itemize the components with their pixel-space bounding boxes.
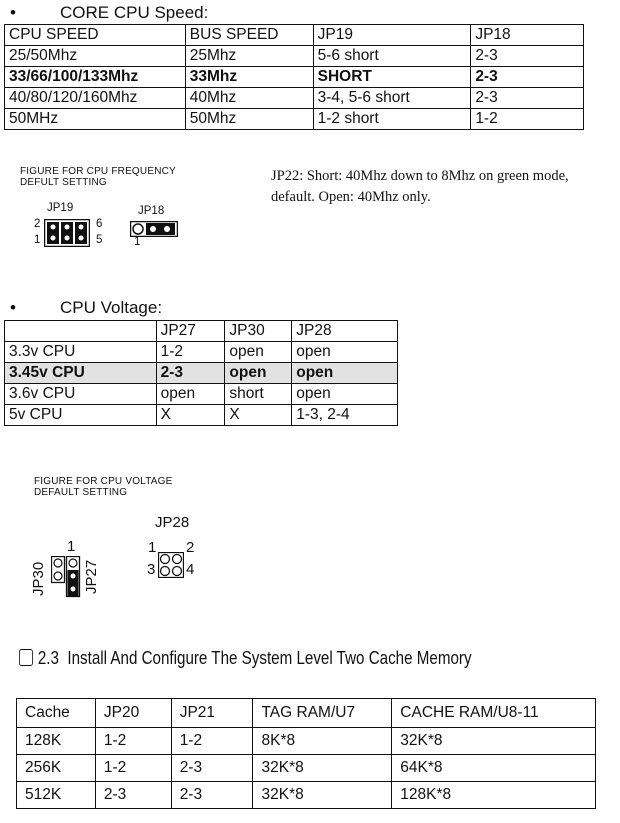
table-cell: X (156, 405, 225, 426)
pin-label: 1 (148, 539, 157, 556)
table-cell: 2-3 (471, 46, 584, 67)
table-header-row (5, 321, 398, 342)
caption-line: FIGURE FOR CPU FREQUENCY (20, 166, 176, 177)
table-header-cell: JP21 (171, 699, 253, 728)
table-cell: 40/80/120/160Mhz (5, 88, 186, 109)
pin-label: 4 (186, 561, 195, 578)
checkbox-icon (19, 649, 33, 666)
table-cell: open (225, 363, 292, 384)
table-cell: 1-3, 2-4 (292, 405, 398, 426)
table-cell: open (225, 342, 292, 363)
bullet: • (10, 298, 16, 317)
table-cell: 33/66/100/133Mhz (5, 67, 186, 88)
table-header-cell: JP20 (95, 699, 171, 728)
table-header-cell: BUS SPEED (185, 25, 313, 46)
table-cell: 1-2 (156, 342, 225, 363)
jp19-label: JP19 (47, 202, 74, 214)
table-cell: 2-3 (156, 363, 225, 384)
caption-line: DEFULT SETTING (20, 177, 107, 188)
core-cpu-heading (2, 3, 208, 23)
caption-line: FIGURE FOR CPU VOLTAGE (34, 476, 173, 487)
table-cell: 3-4, 5-6 short (313, 88, 471, 109)
table-row (5, 384, 398, 405)
jp18-jumper-graphic (130, 221, 178, 237)
table-row (5, 88, 584, 109)
table-cell: 50MHz (5, 109, 186, 130)
table-row (5, 109, 584, 130)
table-cell: 50Mhz (185, 109, 313, 130)
table-row (5, 342, 398, 363)
table-header-cell: CACHE RAM/U8-11 (392, 699, 596, 728)
table-cell: X (225, 405, 292, 426)
pin-label: 1 (67, 538, 76, 555)
table-cell: 5v CPU (5, 405, 157, 426)
table-cell: 25Mhz (185, 46, 313, 67)
core-cpu-heading-text: CORE CPU Speed: (60, 3, 209, 22)
cpu-voltage-table (4, 320, 398, 426)
table-header-cell: Cache (17, 699, 96, 728)
jp30-jp27-jumper-graphic (51, 556, 81, 598)
cpu-voltage-heading-text: CPU Voltage: (60, 298, 163, 317)
pin-label: 6 (96, 218, 103, 230)
table-header-cell (5, 321, 157, 342)
table-cell: 32K*8 (392, 728, 596, 755)
bullet: • (10, 3, 16, 22)
table-cell: 128K*8 (392, 782, 596, 809)
section-number: 2.3 (37, 647, 59, 668)
table-cell: 256K (17, 755, 96, 782)
table-cell: open (292, 342, 398, 363)
table-cell: 1-2 (471, 109, 584, 130)
table-cell: 512K (17, 782, 96, 809)
table-cell: 128K (17, 728, 96, 755)
caption-line: DEFAULT SETTING (34, 487, 128, 498)
table-row (5, 46, 584, 67)
table-cell: 3.6v CPU (5, 384, 157, 405)
table-header-cell: JP30 (225, 321, 292, 342)
table-cell: 3.45v CPU (5, 363, 157, 384)
table-cell: 1-2 (171, 728, 253, 755)
table-cell: 1-2 (95, 728, 171, 755)
table-cell: 33Mhz (185, 67, 313, 88)
jp18-label: JP18 (138, 205, 165, 217)
core-cpu-table (4, 24, 584, 130)
table-cell: 1-2 short (313, 109, 471, 130)
pin-label: 2 (34, 218, 41, 230)
table-header-cell: JP18 (471, 25, 584, 46)
table-header-cell: CPU SPEED (5, 25, 186, 46)
jp28-jumper-graphic (158, 552, 184, 578)
table-row (17, 728, 596, 755)
section-heading (19, 647, 472, 669)
table-cell: 40Mhz (185, 88, 313, 109)
section-title: Install And Configure The System Level Two Cache Memory (67, 647, 472, 668)
table-row (5, 405, 398, 426)
table-cell: 2-3 (171, 782, 253, 809)
table-cell: 3.3v CPU (5, 342, 157, 363)
table-cell: 2-3 (471, 67, 584, 88)
cache-table (16, 698, 596, 809)
table-cell: 2-3 (95, 782, 171, 809)
table-cell: open (156, 384, 225, 405)
jp28-label: JP28 (155, 514, 190, 531)
table-row (17, 755, 596, 782)
table-header-cell: JP19 (313, 25, 471, 46)
table-cell: 2-3 (471, 88, 584, 109)
freq-figure-caption (20, 166, 176, 188)
jp19-jumper-graphic (44, 219, 90, 247)
pin-label: 2 (186, 539, 195, 556)
table-cell: SHORT (313, 67, 471, 88)
pin-label: 3 (147, 561, 156, 578)
jp30-label: JP30 (30, 561, 47, 596)
jp22-note: JP22: Short: 40Mhz down to 8Mhz on green mode, default. Open: 40Mhz only. (271, 168, 569, 205)
table-header-row (5, 25, 584, 46)
pin-label: 1 (134, 236, 141, 248)
table-cell: 2-3 (171, 755, 253, 782)
table-header-cell: TAG RAM/U7 (253, 699, 392, 728)
table-cell: short (225, 384, 292, 405)
table-cell: 64K*8 (392, 755, 596, 782)
voltage-figure-caption (34, 476, 173, 498)
table-cell: open (292, 363, 398, 384)
table-cell: 25/50Mhz (5, 46, 186, 67)
table-header-cell: JP27 (156, 321, 225, 342)
table-row-default (5, 67, 584, 88)
table-row (17, 782, 596, 809)
table-header-cell: JP28 (292, 321, 398, 342)
table-cell: 8K*8 (253, 728, 392, 755)
jp27-label: JP27 (83, 559, 100, 594)
table-cell: 1-2 (95, 755, 171, 782)
cpu-voltage-heading (2, 298, 162, 318)
pin-label: 5 (96, 234, 103, 246)
table-cell: 32K*8 (253, 755, 392, 782)
table-cell: 5-6 short (313, 46, 471, 67)
table-cell: 32K*8 (253, 782, 392, 809)
table-header-row (17, 699, 596, 728)
table-row-default (5, 363, 398, 384)
table-cell: open (292, 384, 398, 405)
pin-label: 1 (34, 234, 41, 246)
